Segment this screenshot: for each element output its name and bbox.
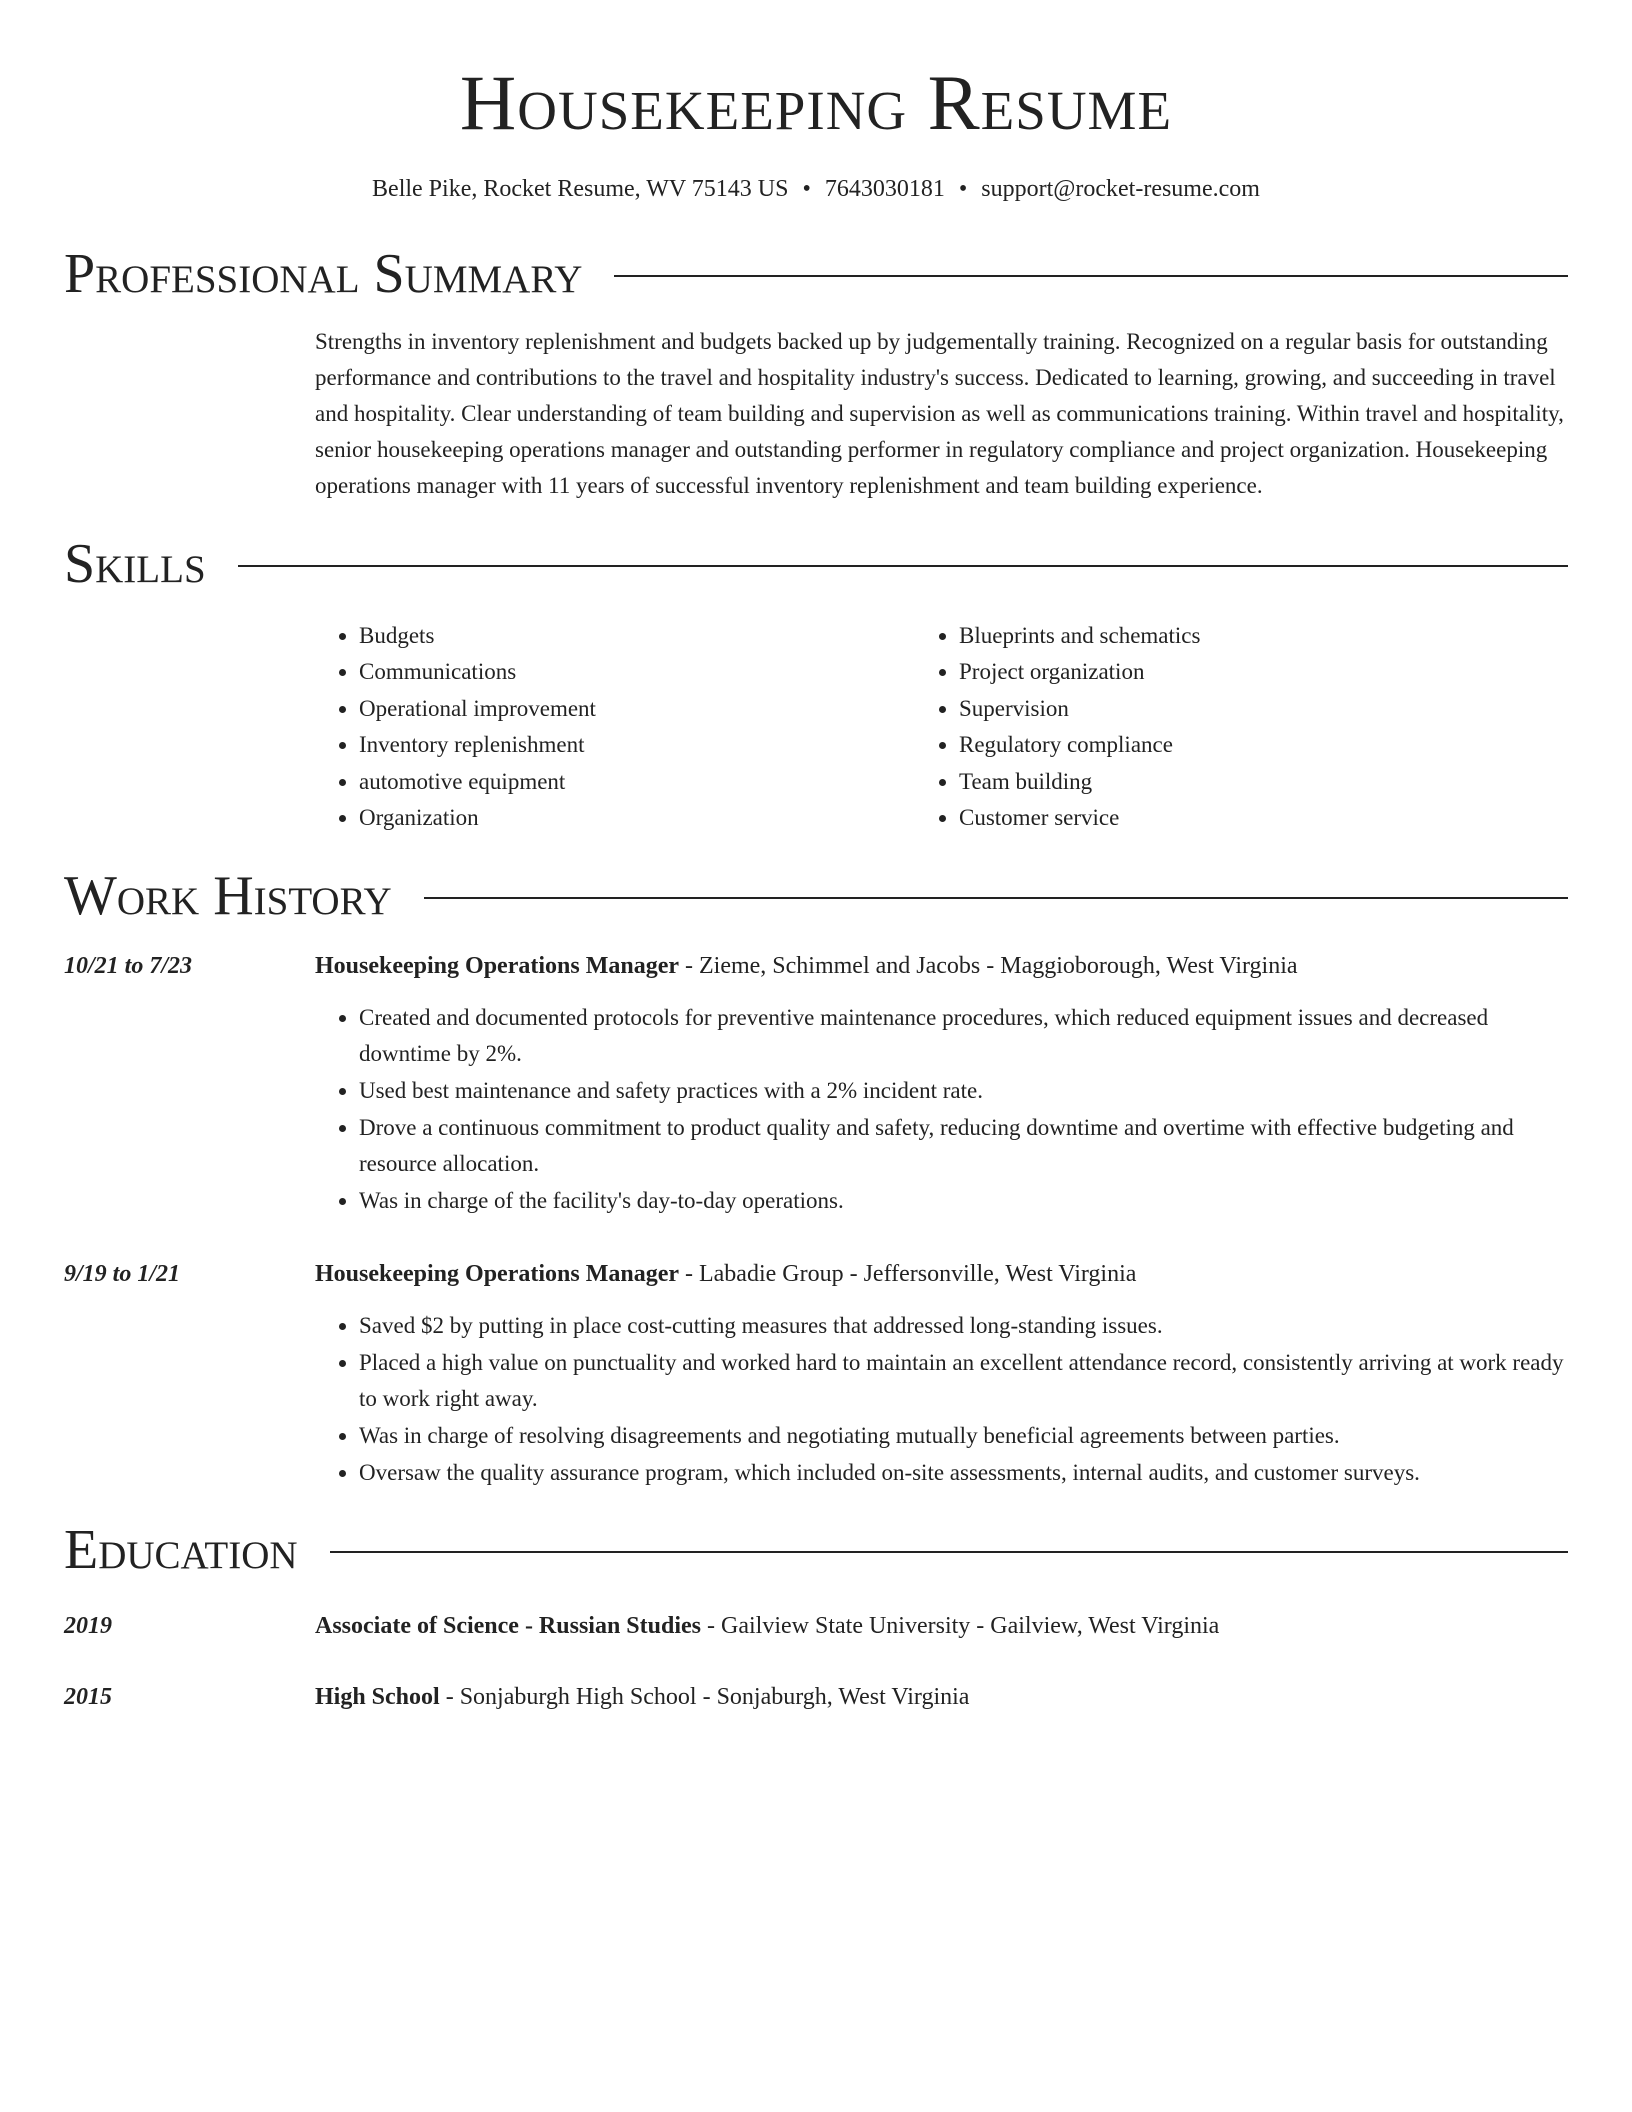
education-entry bbox=[64, 1679, 1568, 1715]
job-title: Housekeeping Operations Manager bbox=[315, 1261, 679, 1288]
skill-item: • Organization bbox=[359, 800, 932, 836]
work-section-header bbox=[64, 866, 1568, 926]
summary-text: Strengths in inventory replenishment and budgets backed up by judgementally training. Recognized on a regular basis for outstanding performance and contributions to the travel and hospitality industry's success. Dedicated to learning, growing, and succeeding in travel and hospitality. Clear understanding of team building and supervision as well as communications training. Within travel and hospitality, senior housekeeping operations manager and outstanding performer in regulatory compliance and project organization. Housekeeping operations manager with 11 years of successful inventory replenishment and team building experience. bbox=[315, 329, 1564, 498]
job-entry bbox=[64, 948, 1568, 1220]
section-divider bbox=[330, 1551, 1568, 1553]
job-title: Housekeeping Operations Manager bbox=[315, 953, 679, 980]
summary-heading: Professional Summary bbox=[64, 243, 583, 305]
skill-item: • Supervision bbox=[959, 691, 1549, 727]
skill-item: • Team building bbox=[959, 764, 1549, 800]
skill-item: • Communications bbox=[359, 654, 932, 690]
education-heading-line bbox=[315, 1679, 969, 1715]
skill-item: • Budgets bbox=[359, 618, 932, 654]
job-employer: - Zieme, Schimmel and Jacobs - Maggioborough, West Virginia bbox=[679, 953, 1298, 980]
job-heading bbox=[315, 1256, 1568, 1292]
education-section-header bbox=[64, 1520, 1568, 1580]
job-body bbox=[315, 1256, 1568, 1492]
job-employer: - Labadie Group - Jeffersonville, West Virginia bbox=[679, 1261, 1137, 1288]
skill-item: • Customer service bbox=[959, 800, 1549, 836]
skills-list bbox=[315, 618, 1568, 836]
job-entry bbox=[64, 1256, 1568, 1492]
skills-column-left bbox=[315, 618, 932, 836]
contact-separator: • bbox=[802, 176, 811, 202]
skills-section-header bbox=[64, 534, 1568, 594]
summary-section-header bbox=[64, 244, 1568, 304]
skill-item: • Blueprints and schematics bbox=[959, 618, 1549, 654]
education-degree: Associate of Science - Russian Studies bbox=[315, 1613, 702, 1640]
contact-line bbox=[64, 174, 1568, 204]
job-bullets bbox=[315, 1000, 1568, 1219]
skill-item: • Operational improvement bbox=[359, 691, 932, 727]
job-bullet: • Saved $2 by putting in place cost-cutting measures that addressed long-standing issues. bbox=[359, 1308, 1568, 1344]
contact-phone: 7643030181 bbox=[824, 176, 945, 202]
job-bullet: • Was in charge of the facility's day-to-day operations. bbox=[359, 1183, 1568, 1219]
skill-item: • Regulatory compliance bbox=[959, 727, 1549, 763]
job-bullet: • Used best maintenance and safety practices with a 2% incident rate. bbox=[359, 1073, 1568, 1109]
education-heading: Education bbox=[64, 1519, 298, 1582]
education-heading-line bbox=[315, 1608, 1219, 1644]
job-dates: 10/21 to 7/23 bbox=[64, 953, 193, 980]
job-dates: 9/19 to 1/21 bbox=[64, 1261, 181, 1288]
section-divider bbox=[424, 897, 1568, 899]
section-divider bbox=[614, 275, 1568, 277]
education-school: - Sonjaburgh High School - Sonjaburgh, West Virginia bbox=[439, 1684, 970, 1711]
work-heading: Work History bbox=[64, 865, 392, 928]
contact-separator: • bbox=[958, 176, 968, 202]
skill-item: • Inventory replenishment bbox=[359, 727, 932, 763]
job-heading bbox=[315, 948, 1568, 984]
resume-title: Housekeeping Resume bbox=[459, 59, 1173, 146]
skill-item: • Project organization bbox=[959, 654, 1549, 690]
contact-email: support@rocket-resume.com bbox=[981, 176, 1260, 202]
skills-column-right bbox=[932, 618, 1549, 836]
education-year: 2015 bbox=[64, 1684, 112, 1711]
job-bullet: • Created and documented protocols for preventive maintenance procedures, which reduced equipment issues and decreased downtime by 2%. bbox=[359, 1000, 1568, 1072]
job-bullet: • Placed a high value on punctuality and worked hard to maintain an excellent attendance record, consistently arriving at work ready to work right away. bbox=[359, 1345, 1568, 1417]
education-entry bbox=[64, 1608, 1568, 1644]
job-bullet: • Oversaw the quality assurance program, which included on-site assessments, internal audits, and customer surveys. bbox=[359, 1455, 1568, 1491]
job-bullet: • Was in charge of resolving disagreements and negotiating mutually beneficial agreements between parties. bbox=[359, 1418, 1568, 1454]
skill-item: • automotive equipment bbox=[359, 764, 932, 800]
job-bullet: • Drove a continuous commitment to product quality and safety, reducing downtime and overtime with effective budgeting and resource allocation. bbox=[359, 1110, 1568, 1182]
education-school: - Gailview State University - Gailview, West Virginia bbox=[701, 1613, 1220, 1640]
job-bullets bbox=[315, 1308, 1568, 1491]
education-degree: High School bbox=[315, 1684, 440, 1711]
section-divider bbox=[238, 565, 1568, 567]
skills-heading: Skills bbox=[64, 533, 206, 595]
education-year: 2019 bbox=[64, 1613, 112, 1640]
job-body bbox=[315, 948, 1568, 1220]
contact-name-address: Belle Pike, Rocket Resume, WV 75143 US bbox=[372, 176, 789, 202]
